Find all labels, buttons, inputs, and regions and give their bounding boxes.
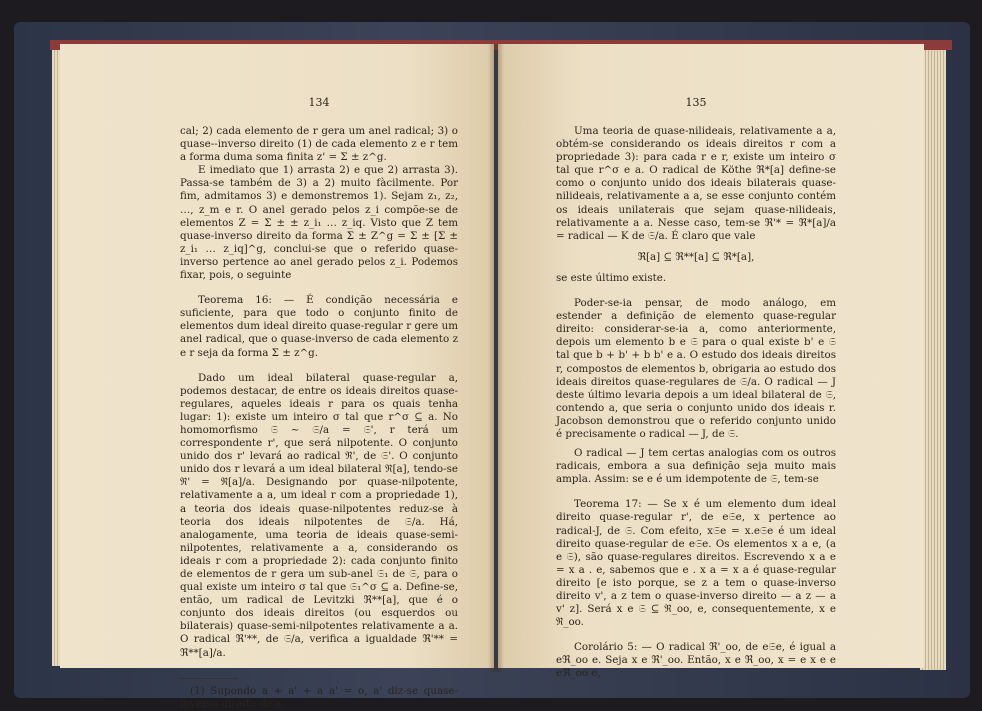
- paragraph: O radical — J tem certas analogias com os outros radicais, embora a sua definição seja muito mais ampla. Assim: se e é um idempotente de 𝔖, tem-se: [556, 447, 836, 486]
- theorem-17: Teorema 17: — Se x é um elemento dum ideal direito quase-regular r', de e𝔖e, x pertence ao radical-J, de 𝔖. Com efeito, x𝔖e = x.e𝔖e é um ideal direito quase-regular de e𝔖e. Os elementos x a e, (a e 𝔖), são quase-regulares direitos. Escrevendo x a e = x a . e, sabemos que e . x a = x a é quase-regular direito [e isto porque, se z a tem o quase-inverso direito v', a z tem o quase-inverso direito — a z — a v' z]. Será x e 𝔖 ⊆ ℜ_oo, e, consequentemente, x e ℜ_oo.: [556, 498, 836, 629]
- page-number: 134: [308, 96, 330, 109]
- left-page: [60, 44, 494, 710]
- corollary-5: Corolário 5: — O radical ℜ'_oo, de e𝔖e, é igual a eℜ_oo e. Seja x e ℜ'_oo. Então, x e ℜ_oo, x = e x e e eℜ_oo e,: [556, 641, 836, 680]
- paragraph: cal; 2) cada elemento de r gera um anel radical; 3) o quase--inverso direito (1) de cada elemento z e r tem a forma duma soma finita z' = Σ ± z^g.: [180, 125, 458, 164]
- right-page: [498, 44, 924, 680]
- footnote: (1) Supondo a + a' + a a' = o, a' diz-se quase-inverso direito de a.: [180, 684, 458, 710]
- formula: ℜ[a] ⊆ ℜ**[a] ⊆ ℜ*[a],: [637, 250, 755, 263]
- paragraph: se este último existe.: [556, 271, 667, 284]
- footnote-rule: [180, 678, 238, 679]
- paragraph: Uma teoria de quase-nilideais, relativamente a a, obtém-se considerando os ideais direitos r com a propriedade 3): para cada r e r, existe um inteiro σ tal que r^σ e a. O radical de Köthe ℜ*[a] define-se como o conjunto unido dos ideais bilaterais quase-nilideais, relativamente a a, se esse conjunto contém os ideais unilaterais que sejam quase-nilideais, relativamente a a. Nesse caso, tem-se ℜ'* = ℜ*[a]/a = radical — K de 𝔖/a. É claro que vale: [556, 125, 836, 242]
- paragraph: E imediato que 1) arrasta 2) e que 2) arrasta 3). Passa-se também de 3) a 2) muito fàcilmente. Por fim, admitamos 3) e demonstremos 1). Sejam z₁, z₂, …, z_m e r. O anel gerado pelos z_i compõe-se de elementos Z = Σ ± ± z_i₁ … z_iq. Visto que Z tem quase-inverso direito da forma Σ ± Z^g = Σ ± [Σ ± z_i₁ … z_iq]^g, conclui-se que o referido quase-inverso pertence ao anel gerado pelos z_i. Podemos fixar, pois, o seguinte: [180, 164, 458, 282]
- paragraph: Dado um ideal bilateral quase-regular a, podemos destacar, de entre os ideais direitos quase-regulares, aqueles ideais r para os quais tenha lugar: 1): existe um inteiro σ tal que r^σ ⊆ a. No homomorfismo 𝔖 ∼ 𝔖/a = 𝔖', r terá um correspondente r', que será nilpotente. O conjunto unido dos r' levará ao radical ℜ', de 𝔖'. O conjunto unido dos r levará a um ideal bilateral ℜ[a], tendo-se ℜ' = ℜ[a]/a. Designando por quase-nilpotente, relativamente a a, um ideal r com a propriedade 1), a teoria dos ideais quase-nilpotentes reduz-se à teoria dos ideais nilpotentes de 𝔖/a. Há, analogamente, uma teoria de ideais quase-semi-nilpotentes, relativamente a a, considerando os ideais r com a propriedade 2): cada conjunto finito de elementos de r gera um sub-anel 𝔖₁ de 𝔖, para o qual existe um inteiro σ tal que 𝔖₁^σ ⊆ a. Define-se, então, um radical de Levitzki ℜ**[a], que é o conjunto dos ideais direitos (ou esquerdos ou bilaterais) quase-semi-nilpotentes relativamente a a. O radical ℜ'**, de 𝔖/a, verifica a igualdade ℜ'** = ℜ**[a]/a.: [180, 371, 458, 659]
- book-gutter: [488, 44, 504, 672]
- theorem-16: Teorema 16: — É condição necessária e suficiente, para que todo o conjunto finito de elementos dum ideal direito quase-regular r gere um anel radical, que o quase-inverso de cada elemento z e r seja da forma Σ ± z^g.: [180, 294, 458, 359]
- page-number: 135: [685, 96, 707, 109]
- paragraph: Poder-se-ia pensar, de modo análogo, em estender a definição de elemento quase-regular direito: considerar-se-ia a, como anteriormente, depois um elemento b e 𝔖 para o qual existe b' e 𝔖 tal que b + b' + b b' e a. O estudo dos ideais direitos r, compostos de elementos b, obrigaria ao estudo dos ideais direitos quase-regulares de 𝔖/a. O radical — J deste último levaria depois a um ideal bilateral de 𝔖, contendo a, que seria o conjunto unido dos ideais r. Jacobson demonstrou que o referido conjunto unido é precisamente o radical — J, de 𝔖.: [556, 297, 836, 440]
